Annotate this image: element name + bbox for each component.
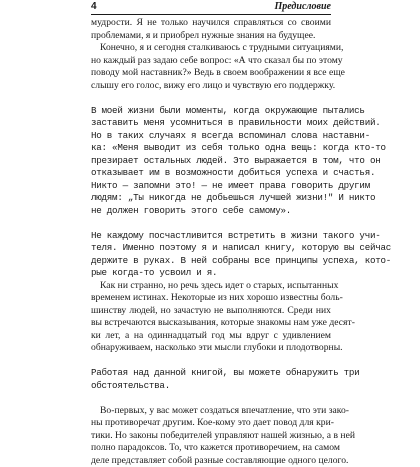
paragraph [91, 42, 331, 92]
text-line: Но в таких случаях я всегда вспоминал слова наставни- [91, 130, 331, 143]
body-text [91, 17, 331, 467]
paragraph [91, 405, 331, 467]
page-number: 4 [91, 1, 97, 13]
page-header [91, 1, 331, 15]
text-line: ка: «Меня выводит из себя только одна вещь: когда кто-то [91, 142, 331, 155]
header-rule [91, 14, 331, 15]
text-line: проблемами, я и приобрел нужные знания на будущее. [91, 30, 331, 43]
text-line: заставить меня усомниться в правильности моих действий. [91, 117, 331, 130]
paragraph-gap [91, 392, 331, 405]
text-line: временем истинах. Некоторые из них хорошо известны боль- [91, 292, 331, 305]
text-line: поводу мой наставник?» Ведь в своем воображении я все еще [91, 67, 331, 80]
text-line: Никто — запомни это! — не имеет права говорить другим [91, 180, 331, 193]
text-line: вы встречаются высказывания, которые знакомы нам уже десят- [91, 317, 331, 330]
text-line: Работая над данной книгой, вы можете обнаружить три [91, 367, 331, 380]
text-line: Во-первых, у вас может создаться впечатление, что эти зако- [91, 405, 331, 418]
text-line: обстоятельства. [91, 380, 331, 393]
paragraph [91, 105, 331, 218]
paragraph [91, 17, 331, 42]
paragraph-gap [91, 355, 331, 368]
paragraph [91, 367, 331, 392]
paragraph [91, 280, 331, 355]
text-line: презирает остальных людей. Это выражается в том, что он [91, 155, 331, 168]
paragraph-gap [91, 92, 331, 105]
paragraph [91, 230, 331, 280]
running-title: Предисловие [274, 1, 331, 13]
text-line: тики. Но законы победителей управляют нашей жизнью, а в ней [91, 430, 331, 443]
text-line: деле представляет собой разные составляющие одного целого. [91, 455, 331, 467]
text-line: В моей жизни были моменты, когда окружающие пытались [91, 105, 331, 118]
text-line: но каждый раз задаю себе вопрос: «А что сказал бы по этому [91, 55, 331, 68]
paragraph-gap [91, 217, 331, 230]
text-line: теля. Именно поэтому я и написал книгу, которую вы сейчас [91, 242, 331, 255]
text-line: держите в руках. В ней собраны все принципы успеха, кото- [91, 255, 331, 268]
text-line: людям: „Ты никогда не добьешься лучшей жизни!" И никто [91, 192, 331, 205]
text-line: ны противоречат другим. Кое-кому это дает повод для кри- [91, 417, 331, 430]
text-line: обнаруживаем, насколько эти мысли глубоки и плодотворны. [91, 342, 331, 355]
text-line: не должен говорить этого себе самому». [91, 205, 331, 218]
text-line: полно парадоксов. То, что кажется противоречием, на самом [91, 442, 331, 455]
text-line: слышу его голос, вижу его лицо и чувствую его поддержку. [91, 80, 331, 93]
text-line: Как ни странно, но речь здесь идет о старых, испытанных [91, 280, 331, 293]
text-line: рые когда-то усвоил и я. [91, 267, 331, 280]
text-line: Не каждому посчастливится встретить в жизни такого учи- [91, 230, 331, 243]
text-line: Конечно, я и сегодня сталкиваюсь с трудными ситуациями, [91, 42, 331, 55]
text-line: мудрости. Я не только научился справляться со своими [91, 17, 331, 30]
text-line: шинству людей, но зачастую не выполняются. Среди них [91, 305, 331, 318]
text-line: отказывает им в возможности добиться успеха и счастья. [91, 167, 331, 180]
text-line: ки лет, а на одиннадцатый год мы вдруг с удивлением [91, 330, 331, 343]
